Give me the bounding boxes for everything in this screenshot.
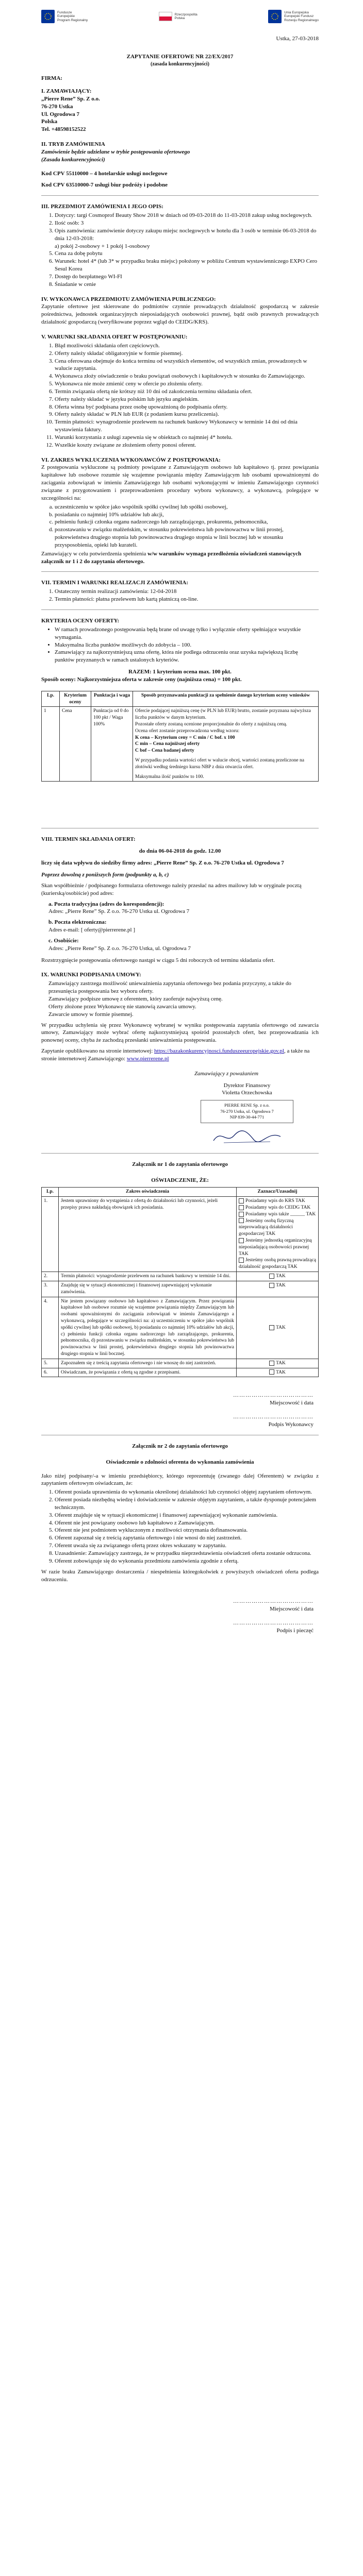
cell-kryterium: Cena (60, 707, 91, 782)
title-block (41, 53, 319, 67)
attachment-2-item: 1. Oferent posiada uprawnienia do wykonania określonej działalności lub czynności objętej zapytaniem ofertowym. (55, 1488, 319, 1496)
closing-bold: w/w warunków wymaga przedłożenia oświadczeń stanowiących załącznik nr 1 i 2 do zapytania ofertowego. (41, 550, 302, 565)
table-row (42, 1281, 319, 1297)
sposob-line: C bof – Cena badanej oferty (135, 748, 194, 754)
col-kryterium: Kryterium oceny (60, 691, 91, 707)
signature-label: Podpis Wykonawcy (268, 1421, 314, 1428)
publish-prefix: Zapytanie opublikowano na stronie internetowej: (41, 1048, 153, 1055)
section-ii (41, 141, 319, 189)
option-checkbox-row[interactable]: Posiadamy wpis do CEIDG TAK (239, 1205, 316, 1211)
section-vi-heading: VI. ZAKRES WYKLUCZENIA WYKONAWCÓW Z POSTĘPOWANIA: (41, 456, 221, 463)
section-ix-heading: IX. WARUNKI PODPISANIA UMOWY: (41, 972, 141, 978)
submission-option (41, 919, 319, 934)
submission-option (41, 901, 319, 916)
declaration-table (41, 1187, 319, 1377)
divider (41, 609, 319, 610)
signature-dots: ………………………………… (233, 1598, 314, 1605)
attachment-1-title: OŚWIADCZENIE, ŻE: (151, 1177, 209, 1183)
document-title: ZAPYTANIE OFERTOWE NR 22/EX/2017 (126, 53, 234, 60)
attachment-2 (41, 1443, 319, 1635)
section-iii-item: a) pokój 2-osobowy + 1 pokój 1-osobowy (55, 243, 150, 249)
deadline-place: liczy się data wpływu do siedziby firmy adres: „Pierre Rene” Sp. Z o.o. 76-270 Ustka ul. Ogrodowa 7 (41, 860, 284, 867)
attachment-2-signature (41, 1598, 319, 1634)
zamawiajacy-website-link[interactable]: www.pierrerene.pl (126, 1055, 169, 1062)
attachment-2-intro: Jako niżej podpisany/-a w imieniu przedsiębiorcy, którego reprezentuję (zwanego dalej Oferentem) w związku z zapytaniem ofertowym oświadczam, że: (41, 1472, 319, 1487)
section-vi-item: d. pozostawaniu w związku małżeńskim, w stosunku pokrewieństwa lub powinowactwa w linii prostej, pokrewieństwa drugiego stopnia lub powinowactwa drugiego stopnia w linii bocznej lub w stosunku przysposobienia, opieki lub kurateli. (55, 526, 319, 549)
section-iii-item: 1. Dotyczy: targi Cosmoprof Beauty Show 2018 w dniach od 09-03-2018 do 11-03-2018 zakup usług noclegowych. (55, 212, 319, 219)
section-ix-item: Zamawiający zastrzega możliwość unieważnienia zapytania ofertowego bez podania przyczyny, a także do przesunięcia postępowania bez wyboru oferty. (48, 980, 291, 995)
section-kryteria (41, 617, 319, 684)
kryteria-razem: RAZEM: 1 kryterium ocena max. 100 pkt. (128, 669, 232, 675)
section-ix-paragraph: W przypadku uchylenia się przez Wykonawcę wybranej w wyniku postępowania zapytania ofertowego od zawarcia umowy, Zamawiający może wybrać ofertę najkorzystniejszą spośród pozostałych ofert, bez przeprowadzania ich ponownej oceny, chyba że zachodzą przesłanki unieważnienia postępowania. (41, 1022, 319, 1044)
col-punktacja: Punktacja i waga (91, 691, 133, 707)
option-checkbox-row[interactable]: Jesteśmy osobą fizyczną nieprowadzącą działalności gospodarczej TAK (239, 1218, 294, 1237)
attachment-2-title: Oświadczenie o zdolności oferenta do wykonania zamówienia (106, 1459, 254, 1465)
company-line: Polska (41, 118, 58, 125)
section-v-item: 7. Oferty należy składać w języku polskim lub języku angielskim. (55, 396, 319, 403)
cell-zakres: Jestem uprawniony do wystąpienia z ofertą do działalności lub czynności, jeżeli przepisy prawa nakładają obowiązek ich posiadania. (59, 1197, 237, 1272)
poland-line-2: Polska (174, 16, 185, 20)
signature-name: Violetta Orzechowska (222, 1090, 272, 1096)
signature-role: Dyrektor Finansowy (223, 1082, 271, 1089)
closing-regards: Zamawiający z poważaniem (194, 1070, 259, 1077)
section-ix-item: Zamawiający podpisze umowę z oferentem, który zaoferuje najwyższą cenę. (48, 995, 223, 1002)
section-v-item: 11. Warunki korzystania z usługi zapewnia się w obiektach co najmniej 4* hotelu. (55, 434, 319, 442)
cell-sposob (133, 707, 319, 782)
publish-link[interactable]: https://bazakonkurencyjnosci.funduszeeuropejskie.gov.pl (154, 1048, 284, 1055)
poland-line-1: Rzeczpospolita (174, 12, 197, 16)
stamp-line: PIERRE RENE Sp. z o.o. (224, 1103, 270, 1108)
company-line: Tel. +48598152522 (41, 126, 86, 133)
checkbox-icon[interactable] (269, 1369, 274, 1375)
section-ix-item: Zawarcie umowy w formie pisemnej. (48, 1011, 134, 1018)
union-line-1: Unia Europejska (284, 11, 309, 15)
deadline: do dnia 06-04-2018 do godz. 12.00 (139, 848, 221, 855)
poland-logo (159, 12, 197, 21)
firma-heading: FIRMA: (41, 75, 62, 82)
col-lp: Lp. (42, 1188, 59, 1197)
section-iii-item: 5. Cena za dobę pobytu (55, 250, 319, 258)
section-vi-item: b. posiadaniu co najmniej 10% udziałów lub akcji, (55, 511, 319, 519)
section-v-item: 9. Oferty należy składać w PLN lub EUR (z podaniem kursu przeliczenia). (55, 411, 319, 418)
section-vi (41, 456, 319, 566)
col-lp: Lp. (42, 691, 60, 707)
table-row (42, 1359, 319, 1368)
section-v-heading: V. WARUNKI SKŁADANIA OFERT W POSTĘPOWANIU: (41, 333, 188, 340)
sposob-line: Maksymalna ilość punktów to 100. (135, 774, 204, 779)
section-vii-heading: VII. TERMIN I WARUNKI REALIZACJI ZAMÓWIENIA: (41, 580, 189, 586)
handwritten-signature (208, 1126, 286, 1147)
attachment-2-item: 9. Oferent zobowiązuje się do wykonania przedmiotu zamówienia zgodnie z ofertą. (55, 1557, 319, 1565)
signature-block (175, 1082, 319, 1147)
option-value: Adres: „Pierre Rene” Sp. Z o.o. 76-270 Ustka, ul. Ogrodowa 7 (48, 945, 191, 952)
polish-flag-icon (159, 12, 172, 21)
sposob-line: Pozostałe oferty zostaną ocenione proporcjonalnie do oferty z najniższą ceną. (135, 721, 287, 727)
signature-label: Miejscowość i data (270, 1606, 314, 1613)
checkbox-icon[interactable] (239, 1198, 244, 1204)
signature-label: Miejscowość i data (270, 1400, 314, 1406)
option-checkbox-row[interactable]: Jesteśmy osobą prawną prowadzącą działalność gospodarczą TAK (239, 1258, 316, 1270)
cell-lp: 5. (42, 1359, 59, 1368)
eu-union-logo (268, 10, 319, 23)
section-iii-item: 3. Opis zamówienia: zamówienie dotyczy zakupu miejsc noclegowych w hotelu dla 3 osób w terminie 06-03-2018 do dnia 12-03-2018: (55, 227, 319, 243)
table-row (42, 1297, 319, 1359)
divider (41, 571, 319, 572)
attachment-2-item: 8. Uzasadnienie: Zamawiający zastrzega, że w przypadku nieprzedstawienia oświadczeń oferta zostanie odrzucona. (55, 1550, 319, 1557)
section-vi-closing (41, 550, 319, 566)
section-ii-heading: II. TRYB ZAMÓWIENIA (41, 141, 105, 148)
section-iv-heading: IV. WYKONAWCA PRZEDMIOTU ZAMÓWIENIA PUBLICZNEGO: (41, 296, 216, 302)
section-iii (41, 203, 319, 288)
sposob-line: Ofercie podającej najniższą cenę (w PLN lub EUR) brutto, zostanie przyznana najwyższa liczba punktów w danym kryterium. (135, 708, 311, 721)
checkbox-icon[interactable] (269, 1325, 274, 1330)
union-line-3: Rozwoju Regionalnego (284, 18, 319, 22)
company-line: „Pierre Rene” Sp. Z o.o. (41, 95, 100, 102)
attachment-2-closing: W razie braku Zamawiającego dostarczenia / niespełnienia któregokolwiek z powyższych oświadczeń oferta podlega odrzuceniu. (41, 1568, 319, 1583)
section-v-item: 5. Wykonawca nie może zmienić ceny w ofercie po złożeniu oferty. (55, 380, 319, 388)
checkbox-icon[interactable] (239, 1205, 244, 1210)
closing-prefix: Zamawiający w celu potwierdzenia spełnienia (41, 550, 146, 557)
section-vi-item: a. uczestniczeniu w spółce jako wspólnik spółki cywilnej lub spółki osobowej, (55, 503, 319, 511)
criteria-table-wrap (41, 691, 319, 782)
cell-lp: 3. (42, 1281, 59, 1297)
section-v-item: 6. Termin związania ofertą nie krótszy niż 10 dni od zakończenia terminu składania ofert. (55, 388, 319, 396)
section-iii-item: 7. Dostęp do bezpłatnego WI-FI (55, 273, 319, 281)
option-label: b. Poczta elektroniczna: (48, 919, 107, 926)
declaration-table-header (42, 1188, 319, 1197)
col-zakres: Zakres oświadczenia (59, 1188, 237, 1197)
table-row (42, 1368, 319, 1377)
section-ix (41, 971, 319, 1077)
attachment-2-item: 4. Oferent nie jest powiązany osobowo lub kapitałowo z Zamawiającym. (55, 1519, 319, 1527)
sposob-line: K cena – Kryterium ceny = C min / C bof. x 100 (135, 735, 235, 740)
cell-options[interactable]: TAK (237, 1297, 319, 1359)
checkbox-icon[interactable] (269, 1283, 274, 1288)
section-v-item: 12. Wszelkie koszty związane ze złożeniem oferty ponosi oferent. (55, 442, 319, 449)
section-v (41, 333, 319, 449)
submission-note: Rozstrzygnięcie postępowania ofertowego nastąpi w ciągu 5 dni roboczych od terminu składania ofert. (41, 957, 275, 963)
eu-funds-icon (41, 10, 55, 23)
cell-punktacja: Punktacja od 0 do 100 pkt / Waga 100% (91, 707, 133, 782)
eu-funds-line-2: Europejskie (57, 14, 75, 19)
option-checkbox-row[interactable]: Posiadamy wpis do KRS TAK (239, 1198, 316, 1205)
stamp-line: NIP 839-30-44-771 (229, 1114, 265, 1120)
section-iii-heading: III. PRZEDMIOT ZAMÓWIENIA I JEGO OPIS: (41, 204, 163, 210)
place-date: Ustka, 27-03-2018 (276, 36, 319, 42)
section-iii-item: 8. Śniadanie w cenie (55, 281, 319, 289)
sposob-line: Ocena ofert zostanie przeprowadzona według wzoru: (135, 728, 240, 734)
submission-explain: Skan współbieżnie / podpisanego formularza ofertowego należy przesłać na adres mailowy lub w oryginale pocztą (kurierską/osobiście) pod adres: (41, 882, 302, 896)
publish-info (41, 1047, 319, 1063)
section-iv-text: Zapytanie ofertowe jest skierowane do podmiotów czynnie prowadzących działalność gospodarczą w zakresie pośrednictwa, jednostek organizacyjnych nieposiadających osobowości prawnej, bądź osób prawnych prowadzących działalność gospodarczą (weryfikowane poprzez wgląd do CEIDG/KRS). (41, 303, 319, 326)
section-v-item: 8. Oferta winna być podpisana przez osobę upoważnioną do podpisania oferty. (55, 403, 319, 411)
sposob-line: W przypadku podania wartości ofert w walucie obcej, wartości zostaną przeliczone na złotówki według średniego kursu NBP z dnia otwarcia ofert. (135, 758, 304, 770)
section-vii-item: 1. Ostateczny termin realizacji zamówienia: 12-04-2018 (55, 588, 319, 596)
kryteria-item: • Zamawiający za najkorzystniejszą uzna ofertę, która nie podlega odrzuceniu oraz uzyska największą liczbę punktów przyznanych w ramach ustalonych kryteriów. (55, 649, 319, 664)
signature-dots: ………………………………… (233, 1620, 314, 1626)
section-v-item: 3. Cena oferowana obejmuje do końca terminu od wszystkich elementów, od wszystkich zmian, prowadzonych w walucie zapytania. (55, 358, 319, 373)
option-checkbox-row[interactable]: Posiadamy wpis także ______ TAK (239, 1211, 316, 1218)
option-value: Adres e-mail: [ oferty@pierrerene.pl ] (48, 927, 136, 934)
signature-label: Podpis i pieczęć (276, 1627, 314, 1634)
section-vi-intro: Z postępowania wykluczone są podmioty powiązane z Zamawiającym osobowo lub kapitałowo tj. przez powiązania kapitałowe lub osobowe rozumie się wzajemne powiązania między Zamawiającym lub osobami upoważnionymi do zaciągania zobowiązań w imieniu Zamawiającego lub osobami wykonującymi w imieniu Zamawiającego czynności związane z przygotowaniem i przeprowadzeniem procedury wyboru wykonawcy, a wykonawcą, polegające w szczególności na: (41, 464, 319, 501)
col-sposob: Sposób przyznawania punktacji za spełnienie danego kryterium oceny wniosków (133, 691, 319, 707)
section-v-item: 10. Termin płatności: wynagrodzenie przelewem na rachunek bankowy Wykonawcy w terminie 14 dni od dnia wystawienia faktury. (55, 418, 319, 434)
criteria-table-header (42, 691, 319, 707)
eu-flag-icon (268, 10, 282, 23)
kryteria-item: • W ramach prowadzonego postępowania będą brane od uwagę tylko i wyłącznie oferty spełniające wszystkie wymagania. (55, 626, 319, 641)
cpv-code-1: Kod CPV 55110000 – 4 hotelarskie usługi noclegowe (41, 170, 168, 177)
option-label: c. Osobiście: (48, 937, 79, 944)
checkbox-icon[interactable] (269, 1274, 274, 1279)
attachment-2-item: 6. Oferent zapoznał się z treścią zapytania ofertowego i nie wnosi do niej zastrzeżeń. (55, 1534, 319, 1542)
attachment-1-label: Załącznik nr 1 do zapytania ofertowego (132, 1161, 228, 1167)
kryteria-item: • Maksymalna liczba punktów możliwych do zdobycia – 100. (55, 641, 319, 649)
col-zaznacz: Zaznacz/Uzasadnij (237, 1188, 319, 1197)
section-vii (41, 579, 319, 603)
section-v-item: 2. Oferty należy składać obligatoryjnie w formie pisemnej. (55, 350, 319, 358)
section-i-heading: I. ZAMAWIAJĄCY: (41, 88, 92, 95)
cell-lp: 4. (42, 1297, 59, 1359)
eu-funds-logo (41, 10, 88, 23)
publish-suffix: , a także na stronie internetowej Zamawiającego: (41, 1048, 310, 1062)
cpv-code-2: Kod CPV 63510000-7 usługi biur podróży i podobne (41, 182, 168, 189)
signature-dots: ………………………………… (233, 1392, 314, 1399)
cell-zakres: Oświadczam, że powiązania z ofertą są zgodne z przepisami. (59, 1368, 237, 1377)
section-v-item: 1. Błąd mozliwości składania ofert częściowych. (55, 342, 319, 350)
table-row (42, 707, 319, 782)
criteria-table (41, 691, 319, 782)
cell-options[interactable]: TAK (237, 1281, 319, 1297)
section-firma (41, 75, 319, 133)
section-iv (41, 296, 319, 326)
cell-options (237, 1197, 319, 1272)
section-v-item: 4. Wykonawca złoży oświadczenie o braku powiązań osobowych i kapitałowych w stosunku do Zamawiającego. (55, 372, 319, 380)
cell-lp: 1. (42, 1197, 59, 1272)
section-iii-item: 6. Warunek: hotel 4* (lub 3* w przypadku braku miejsc) położony w pobliżu Centrum wystawienniczego EXPO Cero Sesul Korea (55, 258, 319, 273)
company-stamp (201, 1100, 293, 1123)
cell-zakres: Termin płatności: wynagrodzenie przelewem na rachunek bankowy w terminie 14 dni. (59, 1272, 237, 1281)
section-viii (41, 836, 319, 964)
table-row (42, 1272, 319, 1281)
document-subtitle: (zasada konkurencyjności) (151, 61, 209, 67)
cell-zakres: Zapoznałem się z treścią zapytania ofertowego i nie wnoszę do niej zastrzeżeń. (59, 1359, 237, 1368)
option-label: a. Poczta tradycyjna (adres do korespondencji): (48, 901, 164, 907)
kryteria-sposob: Sposób oceny: Najkorzystniejsza oferta w zakresie ceny (najniższa cena) = 100 pkt. (41, 676, 242, 683)
divider (41, 195, 319, 196)
attachment-2-item: 5. Oferent nie jest podmiotem wykluczonym z możliwości otrzymania dofinansowania. (55, 1527, 319, 1534)
section-vii-item: 2. Termin płatności: płatna przelewem lub kartą płatniczą on-line. (55, 596, 319, 603)
table-row (42, 1197, 319, 1272)
cell-options[interactable]: TAK (237, 1272, 319, 1281)
section-iii-item: 2. Ilość osób: 3 (55, 219, 319, 227)
cell-zakres: Znajduję się w sytuacji ekonomicznej i finansowej zapewniającej wykonanie zamówienia. (59, 1281, 237, 1297)
attachment-2-label: Załącznik nr 2 do zapytania ofertowego (132, 1443, 228, 1449)
eu-funds-line-1: Fundusze (57, 11, 72, 15)
checkbox-icon[interactable] (239, 1212, 244, 1217)
eu-funds-line-3: Program Regionalny (57, 18, 88, 22)
checkbox-icon[interactable] (239, 1238, 244, 1243)
checkbox-icon[interactable] (269, 1361, 274, 1366)
attachment-1-signature (41, 1392, 319, 1428)
cell-options[interactable]: TAK (237, 1368, 319, 1377)
checkbox-icon[interactable] (239, 1218, 244, 1223)
section-vi-item: c. pełnieniu funkcji członka organu nadzorczego lub zarządzającego, prokurenta, pełnomocnika, (55, 518, 319, 526)
kryteria-heading: KRYTERIA OCENY OFERTY: (41, 617, 120, 624)
union-line-2: Europejski Fundusz (284, 14, 314, 19)
attachment-2-item: 7. Oferent uważa się za związanego ofertą przez okres wskazany w zapytaniu. (55, 1542, 319, 1550)
option-checkbox-row[interactable]: Jesteśmy jednostką organizacyjną nieposiadającą osobowości prawnej TAK (239, 1238, 312, 1257)
signature-dots: ………………………………… (233, 1414, 314, 1420)
attachment-2-item: 3. Oferent znajduje się w sytuacji ekonomicznej i finansowej zapewniającej wykonanie zamówienia. (55, 1512, 319, 1519)
attachment-1 (41, 1161, 319, 1429)
divider (41, 1153, 319, 1154)
eu-funding-header (41, 0, 319, 30)
cell-zakres: Nie jestem powiązany osobowo lub kapitałowo z Zamawiającym. Przez powiązania kapitałowe lub osobowe rozumie się wzajemne powiązania między Zamawiającym lub osobami upoważnionymi do zaciągania zobowiązań w imieniu Zamawiającego a wykonawcą, polegające w szczególności na: a) uczestniczeniu w spółce jako wspólnik spółki cywilnej lub spółki osobowej, b) posiadaniu co najmniej 10% udziałów lub akcji, c) pełnieniu funkcji członka organu nadzorczego lub zarządzającego, prokurenta, pełnomocnika, d) pozostawaniu w związku małżeńskim, w stosunku pokrewieństwa lub powinowactwa w linii prostej, pokrewieństwa drugiego stopnia lub powinowactwa drugiego stopnia w linii bocznej. (59, 1297, 237, 1359)
company-line: 76-270 Ustka (41, 103, 73, 110)
section-ii-line: Zamówienie będzie udzielane w trybie postępowania ofertowego (41, 148, 190, 155)
cell-lp: 1 (42, 707, 60, 782)
company-line: Ul. Ogrodowa 7 (41, 111, 80, 117)
submission-method: Poprzez dowolną z poniższych form (podpunkty a, b, c) (41, 872, 169, 878)
section-ii-line: (Zasada konkurencyjności) (41, 156, 105, 163)
section-viii-heading: VIII. TERMIN SKŁADANIA OFERT: (41, 836, 136, 843)
checkbox-icon[interactable] (239, 1258, 244, 1263)
attachment-2-item: 2. Oferent posiada niezbędną wiedzę i doświadczenie w zakresie objętym zapytaniem, a także dysponuje potencjałem technicznym. (55, 1496, 319, 1512)
option-value: Adres: „Pierre Rene” Sp. Z o.o. 76-270 Ustka ul. Ogrodowa 7 (48, 908, 190, 915)
cell-lp: 6. (42, 1368, 59, 1377)
cell-options[interactable]: TAK (237, 1359, 319, 1368)
cell-lp: 2. (42, 1272, 59, 1281)
submission-option (41, 937, 319, 953)
sposob-line: C min – Cena najniższej oferty (135, 741, 200, 747)
stamp-line: 76-270 Ustka, ul. Ogrodowa 7 (220, 1108, 274, 1114)
section-ix-item: Oferty złożone przez Wykonawcę nie stanowią zawarcia umowy. (48, 1003, 196, 1010)
